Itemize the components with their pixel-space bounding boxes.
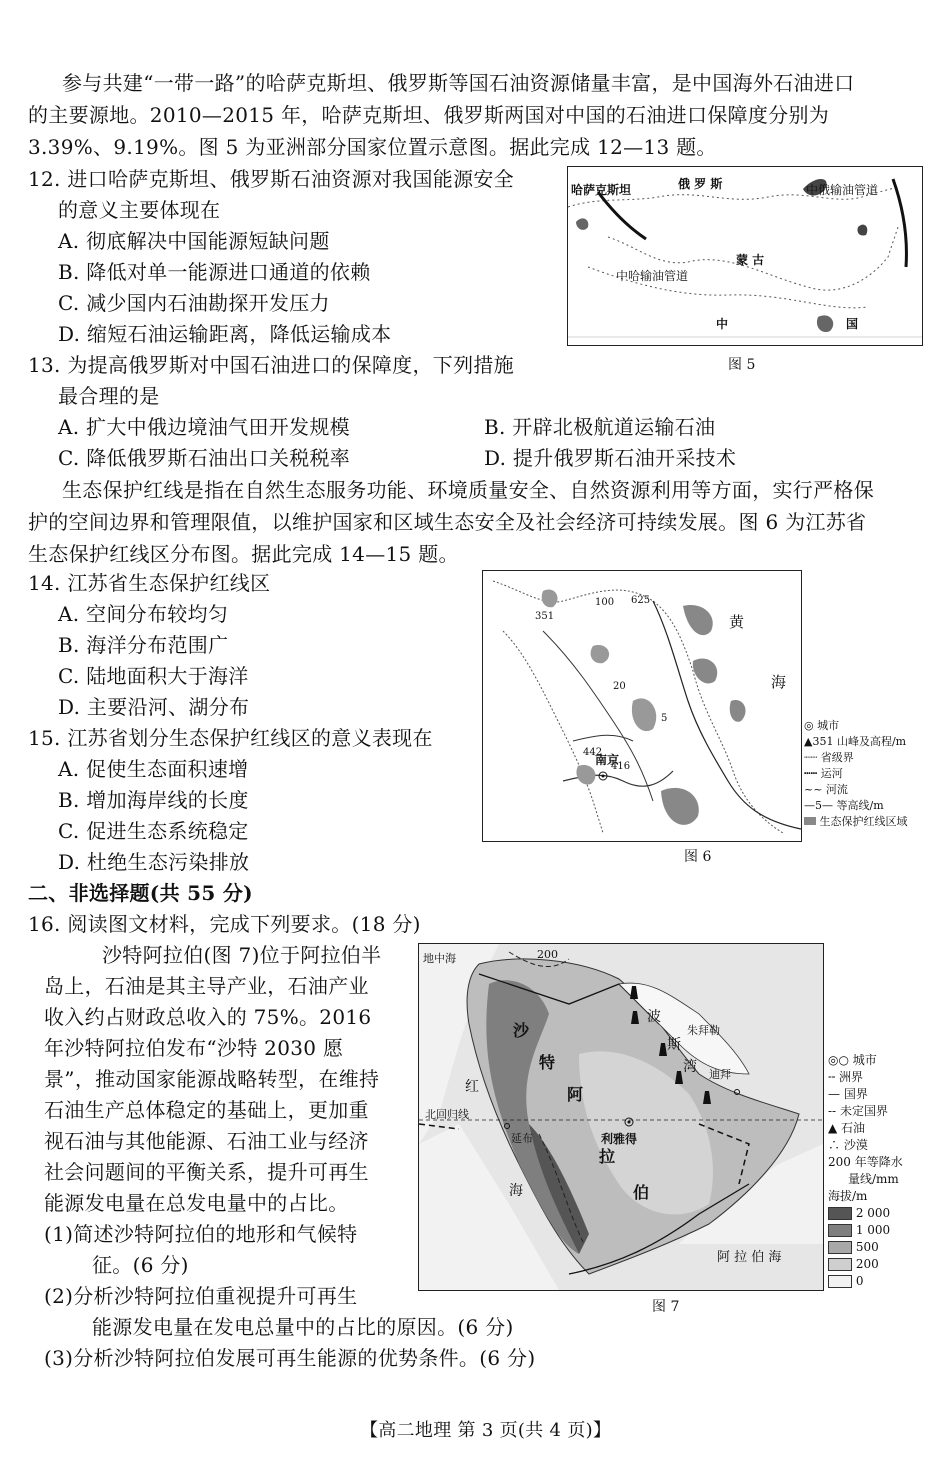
fig7-label-arabian-sea: 阿 拉 伯 海 [717,1250,782,1265]
fig7-label-riyadh: 利雅得 [601,1132,638,1146]
q16-sub2-line1: (2)分析沙特阿拉伯重视提升可再生 [44,1284,358,1308]
fig7-label-la: 拉 [599,1147,616,1166]
fig5-label-pipeline-china-kazakhstan: 中哈输油管道 [616,269,689,283]
q16-para-line8: 社会问题间的平衡关系，提升可再生 [44,1160,369,1184]
q16-sub1-line2: 征。(6 分) [92,1253,189,1277]
q16-para-line4: 年沙特阿拉伯发布“沙特 2030 愿 [44,1036,344,1060]
section2-heading: 二、非选择题(共 55 分) [28,881,253,905]
canal-line-icon: ┅┅ [804,767,821,780]
fig7-label-mediterranean: 地中海 [423,952,456,965]
fig7-label-bo: 伯 [633,1183,650,1202]
fig7-label-yanbu: 延布 [511,1132,533,1145]
fig7-legend-continent: ╌ 洲界 [828,1070,864,1084]
q16-sub3: (3)分析沙特阿拉伯发展可再生能源的优势条件。(6 分) [44,1346,536,1370]
fig7-legend-border: — 国界 [828,1087,868,1101]
page-footer: 【高二地理 第 3 页(共 4 页)】 [360,1420,612,1441]
dashed-border-icon: -- [828,1104,840,1118]
figure7-map [418,943,824,1291]
q13-option-d: D. 提升俄罗斯石油开采技术 [484,446,737,470]
q13-stem-line2: 最合理的是 [58,384,160,408]
figure5-caption: 图 5 [728,357,756,373]
fig6-legend-city: ◎ 城市 [804,719,840,732]
fig7-legend [828,1052,903,1290]
fig6-peak-442: 442 [583,747,603,758]
fig7-legend-city: ◎○ 城市 [828,1053,877,1067]
q12-option-c: C. 减少国内石油勘探开发压力 [58,291,330,315]
isohyet-icon: 200 [828,1155,855,1169]
fig7-isohyet-200: 200 [537,948,558,961]
fig7-label-red-sea: 海 [509,1183,523,1199]
intro1-line2: 的主要源地。2010—2015 年，哈萨克斯坦、俄罗斯两国对中国的石油进口保障度分别为 [28,103,830,127]
fig7-legend-oil: ▲ 石油 [828,1121,866,1135]
q16-para-line9: 能源发电量在总发电量中的占比。 [44,1191,349,1215]
fig6-label-sea: 海 [771,673,787,691]
figure6-drawing [483,571,801,841]
fig6-contour-5: 5 [661,713,668,724]
figure7-caption: 图 7 [652,1299,680,1315]
fig7-elev-row-3: 200 [828,1256,903,1273]
q16-stem: 16. 阅读图文材料，完成下列要求。(18 分) [28,912,421,936]
q15-option-d: D. 杜绝生态污染排放 [58,850,250,874]
fig6-legend-province: ┈┈ 省级界 [804,751,854,764]
q14-stem: 14. 江苏省生态保护红线区 [28,571,271,595]
fig7-label-sha: 沙 [513,1021,530,1040]
intro2-line3: 生态保护红线区分布图。据此完成 14—15 题。 [28,542,459,566]
q15-option-b: B. 增加海岸线的长度 [58,788,249,812]
river-line-icon: ~~ [804,783,826,796]
figure6-caption: 图 6 [684,849,712,865]
q13-stem-line1: 13. 为提高俄罗斯对中国石油进口的保障度，下列措施 [28,353,514,377]
fig7-label-jubail: 朱拜勒 [687,1024,720,1037]
fig7-legend-elevation: 海拔/m [828,1189,868,1203]
q15-option-a: A. 促使生态面积速增 [58,757,249,781]
fig6-legend-redline: 生态保护红线区域 [804,814,908,830]
elev-swatch-icon [828,1207,852,1220]
q13-option-c: C. 降低俄罗斯石油出口关税税率 [58,446,351,470]
fig7-elev-row-0: 2 000 [828,1205,903,1222]
figure7-drawing [419,944,823,1290]
q16-para-line5: 景”，推动国家能源战略转型，在维持 [44,1067,380,1091]
fig6-legend-river: ~~ 河流 [804,783,848,796]
city-icon: ◎ [804,719,818,732]
fig5-label-kazakhstan: 哈萨克斯坦 [571,183,632,197]
fig5-label-russia: 俄 罗 斯 [678,177,723,191]
continent-boundary-icon: ╌ [828,1070,840,1084]
fig7-label-dubai: 迪拜 [709,1068,731,1081]
elev-swatch-icon [828,1275,852,1288]
fig7-legend-undefined: -- 未定国界 [828,1104,888,1118]
fig6-legend [804,718,908,830]
fig6-label-nanjing: 南京 [595,753,620,767]
q12-stem-line1: 12. 进口哈萨克斯坦、俄罗斯石油资源对我国能源安全 [28,167,514,191]
q16-para-line6: 石油生产总体稳定的基础上，更加重 [44,1098,369,1122]
fig7-legend-isohyet-b: 量线/mm [848,1172,899,1186]
fig6-peak-625: 625 [631,595,651,606]
contour-line-icon: —5— [804,799,837,812]
fig7-label-tropic: 北回归线 [425,1108,469,1121]
q15-option-c: C. 促进生态系统稳定 [58,819,249,843]
fig5-label-china-2: 国 [846,317,859,331]
fig7-label-red: 红 [465,1079,479,1095]
fig7-elev-row-2: 500 [828,1239,903,1256]
q16-sub1-line1: (1)简述沙特阿拉伯的地形和气候特 [44,1222,358,1246]
elev-swatch-icon [828,1224,852,1237]
q16-para-line1: 沙特阿拉伯(图 7)位于阿拉伯半 [102,943,382,967]
q16-para-line7: 视石油与其他能源、石油工业与经济 [44,1129,369,1153]
fig6-contour-20: 20 [613,681,626,692]
fig6-peak-351: 351 [535,611,555,622]
intro2-line1: 生态保护红线是指在自然生态服务功能、环境质量安全、自然资源利用等方面，实行严格保 [62,478,874,502]
fig6-legend-peak: ▲351 山峰及高程/m [804,735,907,748]
fig7-label-a: 阿 [567,1085,584,1104]
intro1-line1: 参与共建“一带一路”的哈萨克斯坦、俄罗斯等国石油资源储量丰富，是中国海外石油进口 [62,71,855,95]
dotted-line-icon: ┈┈ [804,751,821,764]
fig7-legend-desert: ∴ 沙漠 [828,1138,868,1152]
q14-option-d: D. 主要沿河、湖分布 [58,695,250,719]
gray-area-icon [804,817,816,825]
q16-para-line3: 收入约占财政总收入的 75%。2016 [44,1005,372,1029]
fig7-elev-row-4: 0 [828,1273,903,1290]
fig5-label-mongolia: 蒙 古 [736,253,765,267]
figure6-map [482,570,802,842]
fig6-contour-100: 100 [595,597,615,608]
q13-option-a: A. 扩大中俄边境油气田开发规模 [58,415,350,439]
q14-option-b: B. 海洋分布范围广 [58,633,229,657]
fig7-legend-isohyet-a: 200 年等降水 [828,1155,903,1169]
q16-sub2-line2: 能源发电量在发电总量中的占比的原因。(6 分) [92,1315,514,1339]
q12-stem-line2: 的意义主要体现在 [58,198,221,222]
fig7-label-gulf-si: 斯 [667,1037,681,1053]
fig6-peak-416: 416 [611,761,631,772]
oil-icon: ▲ [828,1121,842,1135]
elev-swatch-icon [828,1241,852,1254]
fig5-label-pipeline-china-russia: 中俄输油管道 [806,183,879,197]
fig6-legend-contour: —5— 等高线/m [804,799,884,812]
q12-option-d: D. 缩短石油运输距离，降低运输成本 [58,322,392,346]
q15-stem: 15. 江苏省划分生态保护红线区的意义表现在 [28,726,433,750]
intro2-line2: 护的空间边界和管理限值，以维护国家和区域生态安全及社会经济可持续发展。图 6 为江苏省 [28,510,867,534]
figure5-map [567,166,923,346]
fig7-label-te: 特 [539,1053,556,1072]
fig7-label-gulf-bo: 波 [647,1009,661,1025]
q12-option-a: A. 彻底解决中国能源短缺问题 [58,229,330,253]
fig6-label-yellow: 黄 [729,613,745,631]
intro1-line3: 3.39%、9.19%。图 5 为亚洲部分国家位置示意图。据此完成 12—13 题。 [28,135,717,159]
q14-option-c: C. 陆地面积大于海洋 [58,664,249,688]
elev-swatch-icon [828,1258,852,1271]
city-icon: ◎○ [828,1053,853,1067]
desert-icon: ∴ [828,1138,844,1152]
q14-option-a: A. 空间分布较均匀 [58,602,229,626]
border-line-icon: — [828,1087,844,1101]
fig7-elev-row-1: 1 000 [828,1222,903,1239]
fig7-label-gulf-wan: 湾 [683,1059,697,1075]
fig6-legend-canal: ┅┅ 运河 [804,767,843,780]
fig5-label-china-1: 中 [716,317,729,331]
q12-option-b: B. 降低对单一能源进口通道的依赖 [58,260,371,284]
q13-option-b: B. 开辟北极航道运输石油 [484,415,716,439]
q16-para-line2: 岛上，石油是其主导产业，石油产业 [44,974,369,998]
